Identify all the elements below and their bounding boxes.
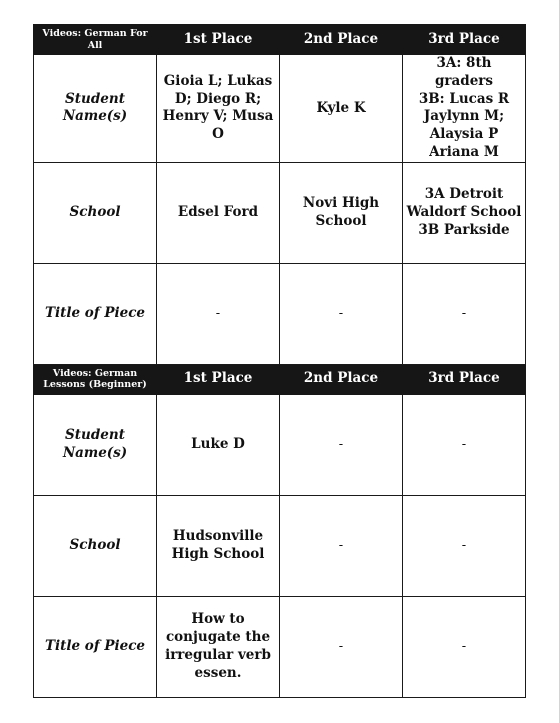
table-row (34, 394, 526, 495)
section-header (34, 364, 526, 394)
table-row (34, 162, 526, 263)
row-label: School (34, 495, 157, 596)
table-cell: Novi High School (280, 162, 403, 263)
table-row (34, 495, 526, 596)
table-row (34, 55, 526, 163)
table-cell: 3A Detroit Waldorf School 3B Parkside (403, 162, 526, 263)
place-header: 3rd Place (403, 364, 526, 394)
table-cell: - (280, 263, 403, 364)
place-header: 1st Place (157, 364, 280, 394)
place-header: 2nd Place (280, 364, 403, 394)
table-cell: How to conjugate the irregular verb essen. (157, 596, 280, 697)
category-title: Videos: German For All (34, 25, 157, 55)
table-cell: - (157, 263, 280, 364)
table-cell: Hudsonville High School (157, 495, 280, 596)
place-header: 3rd Place (403, 25, 526, 55)
row-label: Title of Piece (34, 263, 157, 364)
table-cell: - (403, 495, 526, 596)
table-row (34, 263, 526, 364)
table-cell: Gioia L; Lukas D; Diego R; Henry V; Musa O (157, 55, 280, 163)
table-cell: - (280, 394, 403, 495)
table-cell: - (403, 596, 526, 697)
category-title: Videos: German Lessons (Beginner) (34, 364, 157, 394)
section-header (34, 25, 526, 55)
table-cell: - (280, 495, 403, 596)
row-label: Student Name(s) (34, 55, 157, 163)
table-row (34, 596, 526, 697)
table-cell: - (403, 394, 526, 495)
table-cell: Edsel Ford (157, 162, 280, 263)
table-cell: Luke D (157, 394, 280, 495)
results-table (33, 24, 526, 698)
table-cell: 3A: 8th graders 3B: Lucas R Jaylynn M; Alaysia P Ariana M (403, 55, 526, 163)
row-label: Title of Piece (34, 596, 157, 697)
table-cell: - (280, 596, 403, 697)
table-cell: Kyle K (280, 55, 403, 163)
place-header: 1st Place (157, 25, 280, 55)
row-label: Student Name(s) (34, 394, 157, 495)
place-header: 2nd Place (280, 25, 403, 55)
row-label: School (34, 162, 157, 263)
table-cell: - (403, 263, 526, 364)
